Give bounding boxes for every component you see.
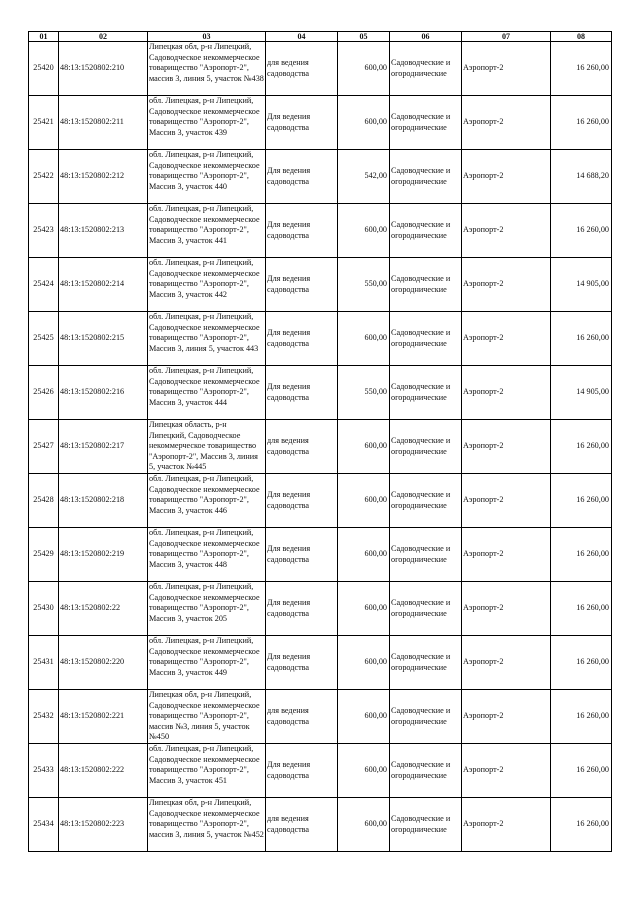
- address-cell: [148, 150, 266, 204]
- land-category-cell: Садоводческие и огороднические: [390, 258, 462, 312]
- address-text: обл. Липецкая, р-н Липецкий, Садоводческое некоммерческое товарищество "Аэропорт-2", Массив 3, участок 439: [149, 96, 260, 137]
- table-row: [29, 690, 612, 744]
- cadastral-value-cell: 16 260,00: [551, 690, 612, 744]
- partnership-cell: Аэропорт-2: [462, 582, 551, 636]
- address-cell: [148, 42, 266, 96]
- row-number-cell: 25424: [29, 258, 59, 312]
- address-text: Липецкая обл, р-н Липецкий, Садоводческое некоммерческое товарищество "Аэропорт-2", массив №3, линия 5, участок №450: [149, 690, 260, 742]
- area-cell: 600,00: [338, 690, 390, 744]
- address-text: Липецкая обл, р-н Липецкий, Садоводческое некоммерческое товарищество "Аэропорт-2", массив 3, линия 5, участок №438: [149, 42, 264, 83]
- area-cell: 600,00: [338, 42, 390, 96]
- header-row: [29, 32, 612, 42]
- cadastral-number-cell: 48:13:1520802:223: [59, 798, 148, 852]
- area-cell: 550,00: [338, 366, 390, 420]
- cadastral-number-cell: 48:13:1520802:220: [59, 636, 148, 690]
- row-number-cell: 25434: [29, 798, 59, 852]
- cadastral-number-cell: 48:13:1520802:222: [59, 744, 148, 798]
- address-cell: [148, 744, 266, 798]
- permitted-use-cell: Для ведения садоводства: [266, 474, 338, 528]
- area-cell: 600,00: [338, 582, 390, 636]
- partnership-cell: Аэропорт-2: [462, 96, 551, 150]
- row-number-cell: 25430: [29, 582, 59, 636]
- land-category-cell: Садоводческие и огороднические: [390, 744, 462, 798]
- address-text: обл. Липецкая, р-н Липецкий, Садоводческое некоммерческое товарищество "Аэропорт-2", Массив 3, участок 441: [149, 204, 260, 245]
- row-number-cell: 25420: [29, 42, 59, 96]
- column-header-04: 04: [266, 32, 338, 42]
- column-header-08: 08: [551, 32, 612, 42]
- partnership-cell: Аэропорт-2: [462, 312, 551, 366]
- partnership-cell: Аэропорт-2: [462, 42, 551, 96]
- cadastral-number-cell: 48:13:1520802:210: [59, 42, 148, 96]
- partnership-cell: Аэропорт-2: [462, 420, 551, 474]
- partnership-cell: Аэропорт-2: [462, 690, 551, 744]
- table-row: [29, 258, 612, 312]
- address-cell: [148, 474, 266, 528]
- cadastral-number-cell: 48:13:1520802:219: [59, 528, 148, 582]
- table-row: [29, 528, 612, 582]
- address-text: Липецкая обл, р-н Липецкий, Садоводческое некоммерческое товарищество "Аэропорт-2", массив 3, линия 5, участок №452: [149, 798, 264, 839]
- address-text: обл. Липецкая, р-н Липецкий, Садоводческое некоммерческое товарищество "Аэропорт-2", Массив 3, участок 442: [149, 258, 260, 299]
- address-cell: [148, 204, 266, 258]
- area-cell: 542,00: [338, 150, 390, 204]
- row-number-cell: 25426: [29, 366, 59, 420]
- column-header-06: 06: [390, 32, 462, 42]
- cadastral-value-cell: 16 260,00: [551, 96, 612, 150]
- permitted-use-cell: Для ведения садоводства: [266, 312, 338, 366]
- partnership-cell: Аэропорт-2: [462, 744, 551, 798]
- cadastral-value-cell: 16 260,00: [551, 582, 612, 636]
- permitted-use-cell: Для ведения садоводства: [266, 366, 338, 420]
- address-text: обл. Липецкая, р-н Липецкий, Садоводческое некоммерческое товарищество "Аэропорт-2", Массив 3, участок 449: [149, 636, 260, 677]
- cadastral-value-cell: 16 260,00: [551, 420, 612, 474]
- table-body: [29, 42, 612, 852]
- cadastral-value-cell: 14 905,00: [551, 366, 612, 420]
- row-number-cell: 25422: [29, 150, 59, 204]
- table-row: [29, 474, 612, 528]
- permitted-use-cell: Для ведения садоводства: [266, 204, 338, 258]
- address-cell: [148, 366, 266, 420]
- address-cell: [148, 258, 266, 312]
- partnership-cell: Аэропорт-2: [462, 150, 551, 204]
- table-row: [29, 204, 612, 258]
- column-header-07: 07: [462, 32, 551, 42]
- permitted-use-cell: Для ведения садоводства: [266, 150, 338, 204]
- address-cell: [148, 798, 266, 852]
- area-cell: 600,00: [338, 312, 390, 366]
- column-header-02: 02: [59, 32, 148, 42]
- area-cell: 600,00: [338, 474, 390, 528]
- land-category-cell: Садоводческие и огороднические: [390, 420, 462, 474]
- address-text: обл. Липецкая, р-н Липецкий, Садоводческое некоммерческое товарищество "Аэропорт-2", Массив 3, участок 440: [149, 150, 260, 191]
- address-text: обл. Липецкая, р-н Липецкий, Садоводческое некоммерческое товарищество "Аэропорт-2", Массив 3, участок 444: [149, 366, 260, 407]
- area-cell: 600,00: [338, 744, 390, 798]
- permitted-use-cell: для ведения садоводства: [266, 798, 338, 852]
- land-category-cell: Садоводческие и огороднические: [390, 798, 462, 852]
- land-category-cell: Садоводческие и огороднические: [390, 312, 462, 366]
- permitted-use-cell: для ведения садоводства: [266, 42, 338, 96]
- area-cell: 600,00: [338, 528, 390, 582]
- permitted-use-cell: Для ведения садоводства: [266, 582, 338, 636]
- cadastral-value-cell: 14 905,00: [551, 258, 612, 312]
- column-header-03: 03: [148, 32, 266, 42]
- address-text: обл. Липецкая, р-н Липецкий, Садоводческое некоммерческое товарищество "Аэропорт-2", Массив 3, участок 451: [149, 744, 260, 785]
- permitted-use-cell: Для ведения садоводства: [266, 636, 338, 690]
- cadastral-value-cell: 14 688,20: [551, 150, 612, 204]
- land-category-cell: Садоводческие и огороднические: [390, 96, 462, 150]
- permitted-use-cell: для ведения садоводства: [266, 690, 338, 744]
- row-number-cell: 25423: [29, 204, 59, 258]
- partnership-cell: Аэропорт-2: [462, 528, 551, 582]
- partnership-cell: Аэропорт-2: [462, 366, 551, 420]
- permitted-use-cell: Для ведения садоводства: [266, 528, 338, 582]
- table-row: [29, 312, 612, 366]
- land-category-cell: Садоводческие и огороднические: [390, 42, 462, 96]
- column-header-05: 05: [338, 32, 390, 42]
- land-category-cell: Садоводческие и огороднические: [390, 474, 462, 528]
- address-text: обл. Липецкая, р-н Липецкий, Садоводческое некоммерческое товарищество "Аэропорт-2", Массив 3, линия 5, участок 443: [149, 312, 260, 353]
- table-row: [29, 798, 612, 852]
- address-cell: [148, 312, 266, 366]
- land-category-cell: Садоводческие и огороднические: [390, 636, 462, 690]
- address-text: обл. Липецкая, р-н Липецкий, Садоводческое некоммерческое товарищество "Аэропорт-2", Массив 3, участок 448: [149, 528, 260, 569]
- table-row: [29, 582, 612, 636]
- address-cell: [148, 528, 266, 582]
- area-cell: 600,00: [338, 96, 390, 150]
- cadastral-value-cell: 16 260,00: [551, 474, 612, 528]
- area-cell: 600,00: [338, 420, 390, 474]
- area-cell: 600,00: [338, 798, 390, 852]
- land-category-cell: Садоводческие и огороднические: [390, 150, 462, 204]
- partnership-cell: Аэропорт-2: [462, 204, 551, 258]
- table-row: [29, 744, 612, 798]
- cadastral-value-cell: 16 260,00: [551, 42, 612, 96]
- table-row: [29, 96, 612, 150]
- permitted-use-cell: Для ведения садоводства: [266, 96, 338, 150]
- area-cell: 600,00: [338, 636, 390, 690]
- address-cell: [148, 582, 266, 636]
- cadastral-value-cell: 16 260,00: [551, 204, 612, 258]
- table-row: [29, 366, 612, 420]
- permitted-use-cell: для ведения садоводства: [266, 420, 338, 474]
- address-cell: [148, 690, 266, 744]
- address-cell: [148, 96, 266, 150]
- row-number-cell: 25427: [29, 420, 59, 474]
- row-number-cell: 25425: [29, 312, 59, 366]
- table-row: [29, 420, 612, 474]
- row-number-cell: 25428: [29, 474, 59, 528]
- table-row: [29, 636, 612, 690]
- cadastral-number-cell: 48:13:1520802:214: [59, 258, 148, 312]
- land-category-cell: Садоводческие и огороднические: [390, 690, 462, 744]
- cadastral-number-cell: 48:13:1520802:216: [59, 366, 148, 420]
- table-row: [29, 42, 612, 96]
- permitted-use-cell: Для ведения садоводства: [266, 258, 338, 312]
- permitted-use-cell: Для ведения садоводства: [266, 744, 338, 798]
- partnership-cell: Аэропорт-2: [462, 636, 551, 690]
- cadastral-number-cell: 48:13:1520802:212: [59, 150, 148, 204]
- address-cell: [148, 636, 266, 690]
- cadastral-value-cell: 16 260,00: [551, 798, 612, 852]
- address-text: обл. Липецкая, р-н Липецкий, Садоводческое некоммерческое товарищество "Аэропорт-2", Массив 3, участок 205: [149, 582, 260, 623]
- table-header: [29, 32, 612, 42]
- partnership-cell: Аэропорт-2: [462, 798, 551, 852]
- address-text: Липецкая область, р-н Липецкий, Садоводческое некоммерческое товарищество "Аэропорт-2", Массив 3, линия 5, участок №445: [149, 420, 258, 472]
- cadastral-number-cell: 48:13:1520802:217: [59, 420, 148, 474]
- address-text: обл. Липецкая, р-н Липецкий, Садоводческое некоммерческое товарищество "Аэропорт-2", Массив 3, участок 446: [149, 474, 260, 515]
- partnership-cell: Аэропорт-2: [462, 474, 551, 528]
- land-category-cell: Садоводческие и огороднические: [390, 528, 462, 582]
- area-cell: 550,00: [338, 258, 390, 312]
- address-cell: [148, 420, 266, 474]
- cadastral-value-cell: 16 260,00: [551, 312, 612, 366]
- cadastral-value-cell: 16 260,00: [551, 744, 612, 798]
- cadastral-value-cell: 16 260,00: [551, 636, 612, 690]
- land-register-table: [28, 31, 612, 852]
- partnership-cell: Аэропорт-2: [462, 258, 551, 312]
- row-number-cell: 25429: [29, 528, 59, 582]
- land-category-cell: Садоводческие и огороднические: [390, 582, 462, 636]
- column-header-01: 01: [29, 32, 59, 42]
- cadastral-value-cell: 16 260,00: [551, 528, 612, 582]
- cadastral-number-cell: 48:13:1520802:211: [59, 96, 148, 150]
- area-cell: 600,00: [338, 204, 390, 258]
- row-number-cell: 25432: [29, 690, 59, 744]
- row-number-cell: 25421: [29, 96, 59, 150]
- cadastral-number-cell: 48:13:1520802:213: [59, 204, 148, 258]
- land-category-cell: Садоводческие и огороднические: [390, 204, 462, 258]
- cadastral-number-cell: 48:13:1520802:215: [59, 312, 148, 366]
- land-category-cell: Садоводческие и огороднические: [390, 366, 462, 420]
- row-number-cell: 25433: [29, 744, 59, 798]
- table-row: [29, 150, 612, 204]
- cadastral-number-cell: 48:13:1520802:221: [59, 690, 148, 744]
- cadastral-number-cell: 48:13:1520802:218: [59, 474, 148, 528]
- row-number-cell: 25431: [29, 636, 59, 690]
- cadastral-number-cell: 48:13:1520802:22: [59, 582, 148, 636]
